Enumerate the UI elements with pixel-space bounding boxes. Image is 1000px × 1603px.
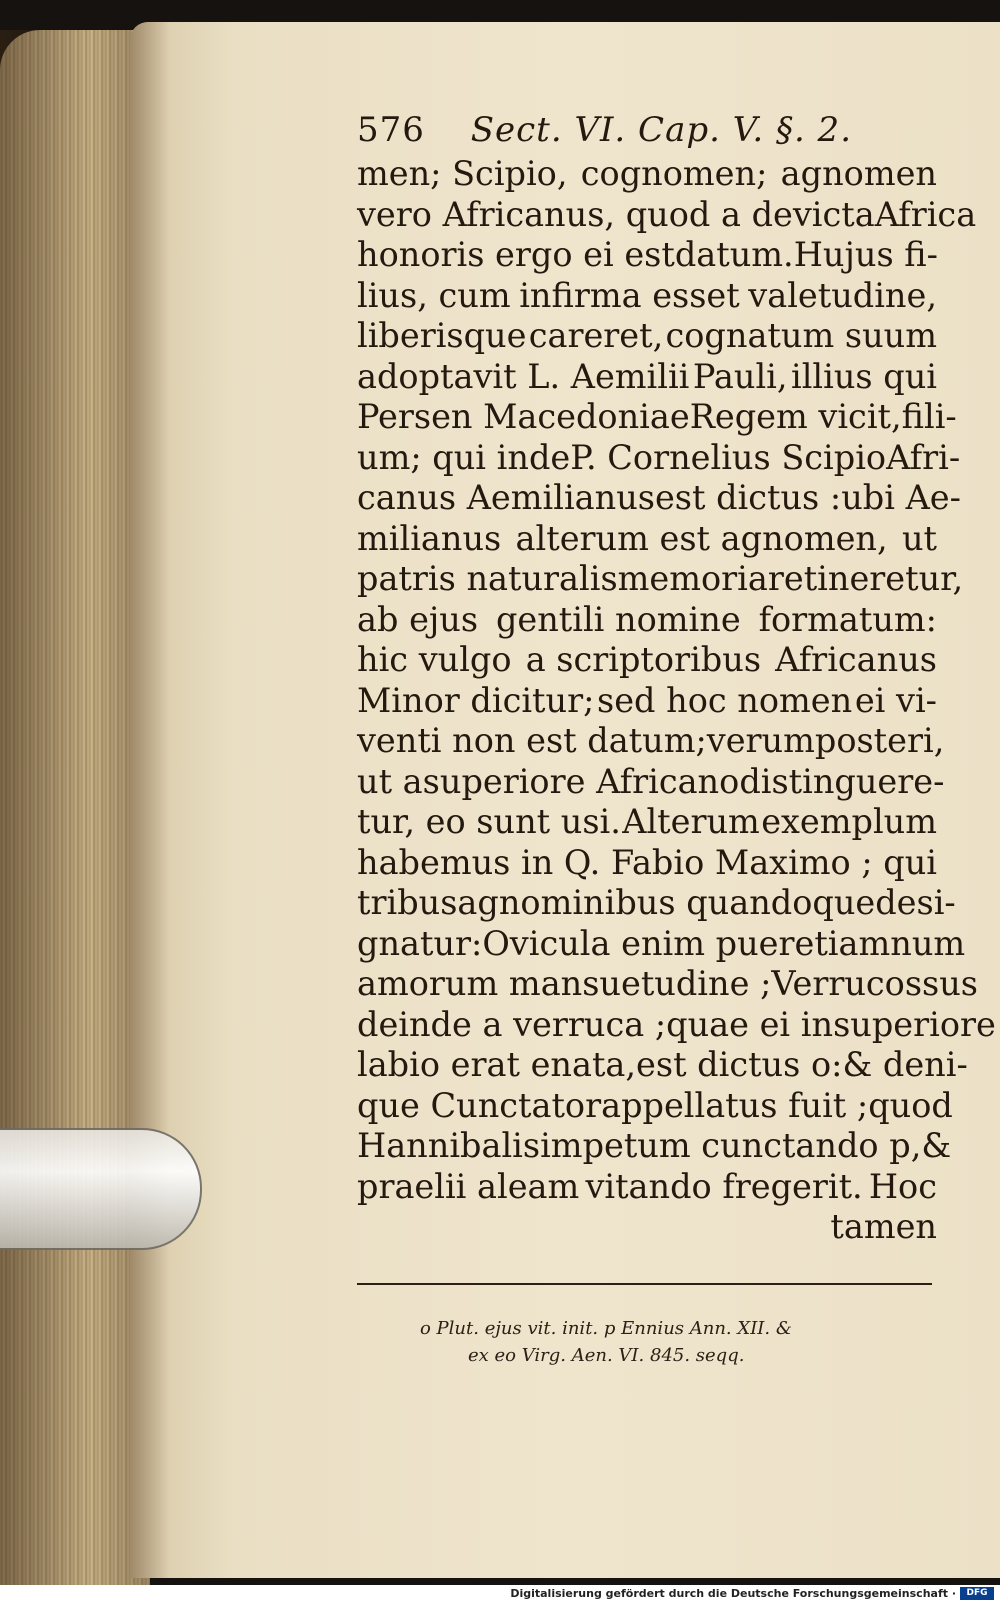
text-line — [357, 276, 937, 317]
text-segment: superiore — [833, 1004, 996, 1044]
running-header — [357, 108, 937, 152]
text-line — [357, 316, 937, 357]
text-segment: Ovicula enim puer — [482, 923, 795, 963]
text-segment: ut — [901, 518, 937, 558]
text-line — [357, 964, 979, 1005]
text-segment: tribus — [357, 883, 458, 922]
text-segment: praelii aleam — [357, 1166, 580, 1206]
text-segment: est dictus o: — [636, 1045, 843, 1084]
text-segment: Regem vicit, — [689, 397, 902, 436]
text-segment: datum. — [674, 235, 794, 274]
text-segment: agnomen — [780, 154, 937, 193]
text-segment: distinguere- — [739, 761, 945, 801]
text-line — [357, 1167, 937, 1208]
text-line — [357, 600, 937, 641]
text-segment: liberisque — [357, 316, 527, 355]
text-line — [357, 1045, 968, 1086]
text-segment: a — [357, 964, 377, 1003]
text-segment: infirma esset — [519, 275, 740, 315]
text-segment: impetum cunctando p, — [540, 1126, 922, 1165]
text-line — [357, 519, 937, 560]
text-segment: Minor dicitur; — [357, 680, 595, 720]
text-segment: verum — [706, 721, 815, 760]
text-line — [357, 357, 937, 398]
text-segment: que Cunctator — [357, 1085, 602, 1125]
text-line — [357, 397, 957, 438]
text-segment: venti non est datum; — [357, 721, 707, 760]
text-segment: sed hoc nomen — [597, 680, 853, 720]
text-segment: valetudine, — [748, 275, 937, 315]
dfg-logo: DFG — [960, 1587, 994, 1600]
text-segment: P. Cornelius Scipio — [570, 437, 887, 477]
text-segment: vitando fregerit. — [585, 1166, 863, 1206]
text-segment: exemplum — [761, 802, 937, 841]
bookmark-clip — [0, 1128, 202, 1250]
footnote-rule — [357, 1283, 932, 1285]
text-line — [357, 640, 937, 681]
page-gutter-shadow — [130, 22, 170, 1578]
text-segment: ab ejus — [357, 599, 479, 639]
text-segment: ei vi- — [854, 680, 937, 720]
text-segment: retineretur, — [767, 559, 964, 598]
footer-bar — [0, 1585, 1000, 1603]
text-segment: alterum est agnomen, — [515, 518, 888, 558]
text-segment: vero Africanus — [357, 194, 605, 234]
text-line — [357, 802, 937, 843]
text-segment: fili- — [901, 397, 957, 436]
text-segment: Africanus — [775, 640, 937, 679]
text-segment: adoptavit L. Aemilii — [357, 356, 690, 396]
text-segment: honoris ergo ei est — [357, 235, 675, 274]
text-segment: canus Aemilianus — [357, 478, 655, 517]
text-segment: qui — [883, 842, 937, 882]
text-segment: memoria — [617, 559, 768, 598]
text-segment: appellatus fuit ; — [601, 1085, 869, 1125]
text-segment: Alterum — [622, 802, 760, 841]
text-segment: men; Scipio, — [357, 154, 568, 193]
text-segment: ubi Ae- — [841, 478, 961, 517]
text-segment: Hannibalis — [357, 1126, 541, 1165]
text-segment: patris naturalis — [357, 559, 618, 598]
footnote-line-1: o Plut. ejus vit. init. p Ennius Ann. XII. & — [420, 1318, 792, 1339]
text-segment: morum mansuetudine ; — [376, 964, 772, 1003]
text-segment: posteri, — [814, 721, 945, 760]
text-line — [357, 883, 956, 924]
text-segment: deinde a verruca ; — [357, 1004, 667, 1044]
text-segment: superiore Africano — [422, 761, 740, 801]
text-segment: illius qui — [790, 356, 937, 396]
text-segment: Verrucossus — [771, 964, 979, 1003]
text-segment: gentili nomine — [495, 599, 741, 639]
running-title: Sect. VI. Cap. V. §. 2. — [470, 110, 852, 150]
page-number: 576 — [357, 110, 425, 150]
text-segment: Afri- — [886, 437, 961, 477]
text-line — [357, 843, 937, 884]
text-segment: desi- — [875, 883, 956, 922]
text-segment: Hujus fi- — [793, 235, 938, 274]
text-segment: formatum: — [758, 599, 937, 639]
text-segment: & deni- — [842, 1045, 968, 1084]
body-text — [357, 154, 996, 1207]
text-line — [357, 437, 961, 479]
text-line — [357, 154, 937, 195]
text-segment: tur, eo sunt usi. — [357, 802, 621, 841]
catchword: tamen — [830, 1207, 937, 1246]
text-segment: a scriptoribus — [525, 640, 762, 679]
catchword-line — [357, 1207, 937, 1248]
text-segment: milianus — [357, 518, 502, 558]
text-segment: quod — [868, 1085, 953, 1125]
text-line — [357, 681, 937, 722]
text-line — [357, 1126, 952, 1167]
text-segment: cognomen; — [580, 154, 768, 193]
text-line — [357, 721, 945, 762]
text-segment: labio erat enata, — [357, 1045, 637, 1084]
text-segment: & — [921, 1126, 952, 1165]
text-segment: Persen Macedoniae — [357, 397, 690, 436]
text-segment: est dictus : — [654, 478, 842, 517]
text-segment: Pauli, — [692, 356, 788, 396]
page-text-block — [357, 108, 996, 1248]
text-segment: Africa — [874, 194, 977, 234]
text-segment: gnatur: — [357, 923, 483, 963]
text-segment: um; qui inde — [357, 437, 571, 477]
text-segment: hic vulgo — [357, 640, 512, 679]
text-line — [357, 923, 966, 965]
text-segment: habemus in — [357, 842, 554, 882]
text-segment: lius, cum — [357, 275, 511, 315]
text-segment: careret, — [528, 316, 664, 355]
text-segment: quae ei in — [666, 1004, 834, 1044]
digitization-credit: Digitalisierung gefördert durch die Deutsche Forschungsgemeinschaft · — [510, 1587, 956, 1600]
text-segment: , quod a devicta — [604, 194, 875, 234]
text-segment: ut a — [357, 761, 423, 801]
text-line — [357, 1085, 953, 1127]
text-segment: Hoc — [868, 1166, 937, 1206]
footnote-line-2: ex eo Virg. Aen. VI. 845. seqq. — [468, 1345, 745, 1366]
text-line — [357, 1004, 996, 1046]
text-segment: Q. Fabio Maximo ; — [563, 842, 873, 882]
text-line — [357, 235, 937, 276]
text-line — [357, 478, 961, 519]
page-edges-shadow — [0, 30, 150, 1585]
text-segment: etiamnum — [794, 923, 966, 963]
text-line — [357, 559, 964, 600]
text-line — [357, 761, 945, 803]
text-segment: cognatum suum — [665, 316, 937, 355]
text-line — [357, 194, 977, 236]
text-segment: agnominibus quandoque — [457, 883, 876, 922]
